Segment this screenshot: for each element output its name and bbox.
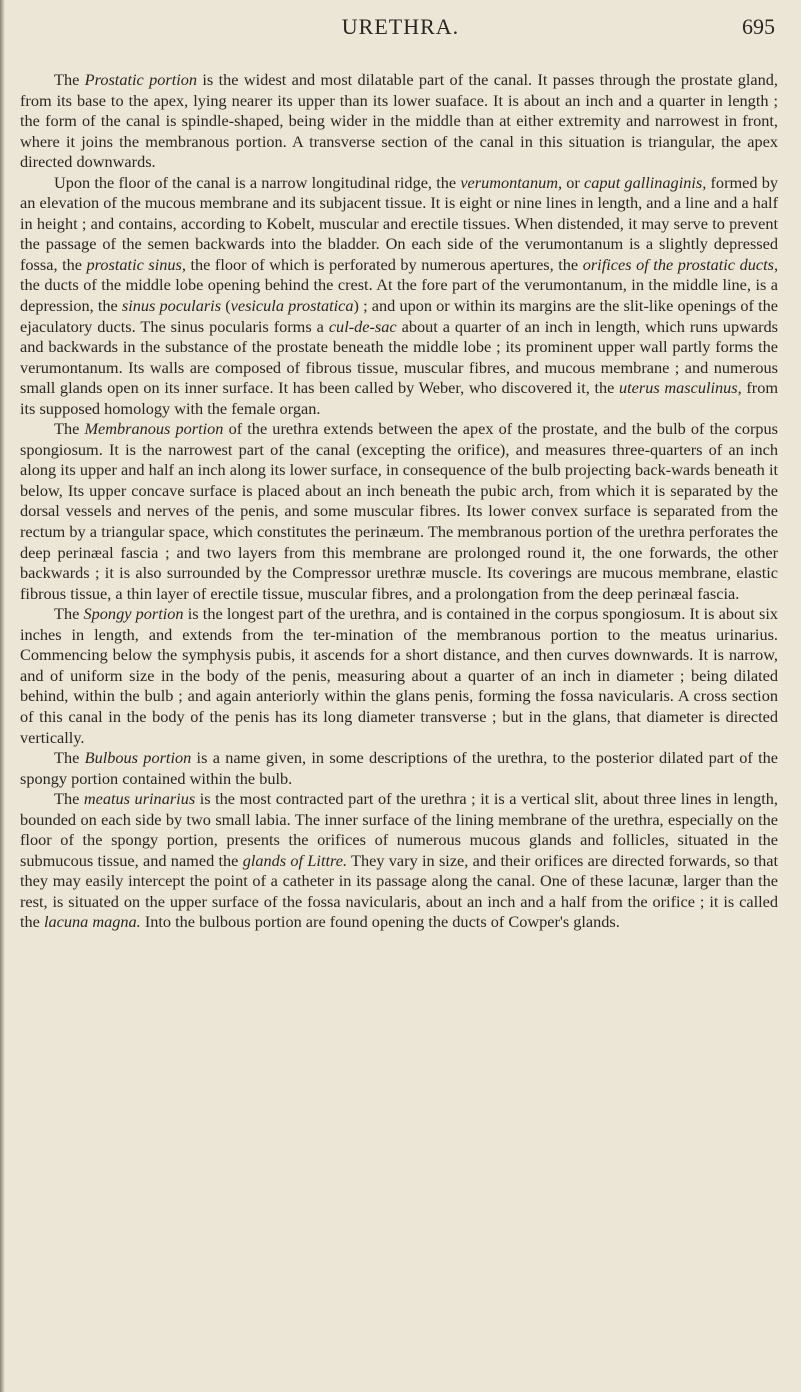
- text-run: is the widest and most dilatable part of the canal. It passes through the prostate gland, from its base to the apex, lying nearer its upper than its lower suaface. It is about an inch and a quarter in length ; the form of the canal is spindle-shaped, being wider in the middle than at either extremity and narrowest in front, where it joins the membranous portion. A transverse section of the canal in this situation is triangular, the apex directed downwards.: [20, 70, 779, 172]
- page-binding-edge: [0, 0, 5, 1392]
- page-number: 695: [742, 14, 775, 39]
- italic-term: cul-de-sac: [328, 316, 397, 336]
- paragraph: [20, 70, 778, 173]
- text-run: Into the bulbous portion are found opening the ducts of Cowper's glands.: [140, 912, 620, 932]
- text-run: ) ; and upon or within its margins are the slit-like openings of the ejaculatory ducts. The sinus pocularis forms a: [20, 296, 778, 336]
- text-run: The: [54, 789, 84, 809]
- running-head: URETHRA.: [341, 14, 460, 39]
- text-run: is the longest part of the urethra, and is contained in the corpus spongiosum. It is about six inches in length, and extends from the ter-mination of the membranous portion to the meatus urinarius. Commencing below the symphysis pubis, it ascends for a short distance, and then curves downwards. It is narrow, and of uniform size in the body of the penis, measuring about a quarter of an inch in diameter ; being dilated behind, within the bulb ; and again anteriorly within the glans penis, forming the fossa navicularis. A cross section of this canal in the body of the penis has its long diameter transverse ; but in the glans, that diameter is directed vertically.: [20, 604, 778, 747]
- text-run: or: [562, 172, 585, 192]
- page-header: [0, 14, 801, 48]
- text-run: the ducts of the middle lobe opening behind the crest. At the fore part of the verumontanum, in the middle line, is a depression, the: [20, 275, 778, 316]
- italic-term: meatus urinarius: [83, 789, 196, 809]
- text-run: is a name given, in some descriptions of the urethra, to the posterior dilated part of the spongy portion contained within the bulb.: [20, 748, 778, 788]
- text-run: from its supposed homology with the female organ.: [20, 378, 779, 418]
- paragraph: [20, 419, 778, 604]
- body-text: [20, 70, 778, 933]
- italic-term: verumontanum,: [460, 172, 563, 192]
- text-run: Upon the floor of the canal is a narrow longitudinal ridge, the: [54, 172, 461, 192]
- italic-term: vesicula prostatica: [230, 296, 354, 316]
- paragraph: [20, 789, 778, 933]
- italic-term: Bulbous portion: [84, 748, 192, 768]
- italic-term: caput gallinaginis,: [584, 172, 707, 192]
- text-run: The: [54, 70, 85, 89]
- italic-term: uterus masculinus,: [619, 378, 742, 398]
- italic-term: glands of Littre.: [242, 850, 348, 870]
- italic-term: prostatic sinus,: [86, 254, 186, 274]
- italic-term: Spongy portion: [83, 604, 184, 624]
- text-run: The: [54, 604, 84, 624]
- paragraph: [20, 173, 778, 420]
- paragraph: [20, 604, 778, 748]
- italic-term: Prostatic portion: [84, 70, 198, 89]
- text-run: (: [221, 296, 231, 316]
- text-run: is the most contracted part of the urethra ; it is a vertical slit, about three lines in length, bounded on each side by two small labia. The inner surface of the lining membrane of the urethra, especially on the floor of the spongy portion, presents the orifices of numerous mucous glands and follicles, situated in the submucous tissue, and named the: [20, 789, 778, 870]
- italic-term: Membranous portion: [84, 419, 224, 439]
- text-run: about a quarter of an inch in length, which runs upwards and backwards in the substance of the prostate beneath the middle lobe ; its prominent upper wall partly forms the verumontanum. Its walls are composed of fibrous tissue, muscular fibres, and mucous membrane ; and numerous small glands open on its inner surface. It has been called by Weber, who discovered it, the: [20, 316, 779, 398]
- italic-term: lacuna magna.: [43, 912, 141, 932]
- text-run: The: [54, 748, 85, 768]
- text-run: of the urethra extends between the apex of the prostate, and the bulb of the corpus spongiosum. It is the narrowest part of the canal (excepting the orifice), and measures three-quarters of an inch along its upper and half an inch along its lower surface, in consequence of the bulb projecting back-wards beneath it below, Its upper concave surface is placed about an inch beneath the pubic arch, from which it is separated by the dorsal vessels and nerves of the penis, and some muscular fibres. Its lower convex surface is separated from the rectum by a triangular space, which constitutes the perinæum. The membranous portion of the urethra perforates the deep perinæal fascia ; and two layers from this membrane are prolonged round it, the one forwards, the other backwards ; it is also surrounded by the Compressor urethræ muscle. Its coverings are mucous membrane, elastic fibrous tissue, a thin layer of erectile tissue, muscular fibres, and a prolongation from the deep perinæal fascia.: [20, 419, 778, 603]
- italic-term: sinus pocularis: [121, 296, 222, 316]
- text-run: formed by an elevation of the mucous membrane and its subjacent tissue. It is eight or nine lines in length, and a line and a half in height ; and contains, according to Kobelt, muscular and erectile tissues. When distended, it may serve to prevent the passage of the semen backwards into the bladder. On each side of the verumontanum is a slightly depressed fossa, the: [20, 172, 779, 274]
- italic-term: orifices of the prostatic ducts,: [582, 254, 779, 274]
- text-run: the floor of which is perforated by numerous apertures, the: [185, 254, 583, 274]
- paragraph: [20, 748, 778, 789]
- text-run: They vary in size, and their orifices are directed forwards, so that they may easily intercept the point of a catheter in its passage along the canal. One of these lacunæ, larger than the rest, is situated on the upper surface of the fossa navicularis, about an inch and a half from the orifice ; it is called the: [20, 850, 778, 932]
- text-run: The: [54, 419, 85, 439]
